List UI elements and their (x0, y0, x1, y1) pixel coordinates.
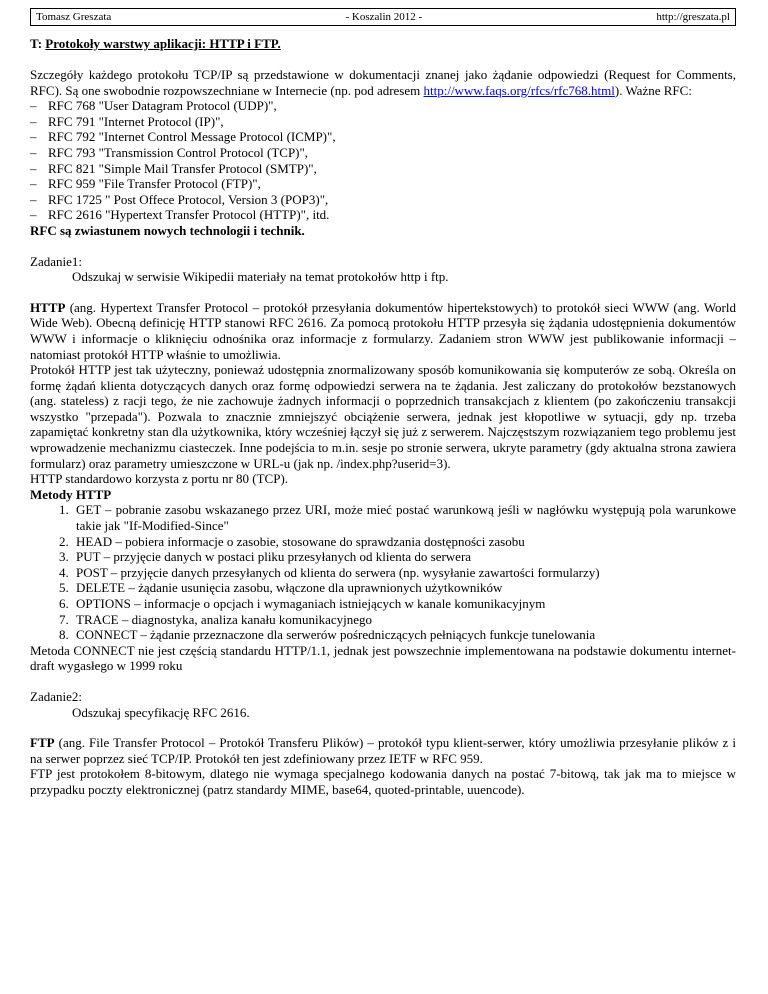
list-item: 8. CONNECT – żądanie przeznaczone dla serwerów pośredniczących pełniących funkcje tunelowania (72, 627, 736, 643)
header-author: Tomasz Greszata (36, 11, 112, 23)
header-website: http://greszata.pl (656, 11, 730, 23)
header-location-year: - Koszalin 2012 - (345, 11, 423, 23)
list-item: – RFC 959 "File Transfer Protocol (FTP)", (30, 176, 736, 192)
title-prefix: T: (30, 36, 46, 51)
document-title (30, 36, 736, 52)
rfc-summary: RFC są zwiastunem nowych technologii i technik. (30, 222, 305, 238)
http-port-line: HTTP standardowo korzysta z portu nr 80 (TCP). (30, 471, 289, 487)
task1-label: Zadanie1: (30, 253, 82, 269)
list-item: – RFC 768 "User Datagram Protocol (UDP)", (30, 98, 736, 114)
http-term: HTTP (30, 299, 66, 315)
list-item: – RFC 793 "Transmission Control Protocol (TCP)", (30, 145, 736, 161)
http-intro-paragraph: HTTP (ang. Hypertext Transfer Protocol – protokół przesyłania dokumentów hipertekstowych) to protokół sieci WWW (ang. World Wide Web). Obecną definicję HTTP stanowi RFC 2616. Za pomocą protokołu HTTP przesyła się żądania udostępnienia dokumentów WWW i informacje o kliknięciu odnośnika oraz informacje z formularzy. Zadaniem stron WWW jest publikowanie informacji – natomiast protokół HTTP właśnie to umożliwia. (30, 299, 736, 362)
task1-text: Odszukaj w serwisie Wikipedii materiały na temat protokołów http i ftp. (72, 269, 449, 285)
http-methods-list (30, 502, 736, 642)
list-item: 3. PUT – przyjęcie danych w postaci pliku przesyłanych od klienta do serwera (72, 549, 736, 565)
http-stateless-paragraph: Protokół HTTP jest tak użyteczny, ponieważ udostępnia znormalizowany sposób komunikowania się komputerów ze sobą. Określa on formę żądań klienta dotyczących danych oraz formę odpowiedzi serwera na te żądania. Jest zaliczany do protokołów bezstanowych (ang. stateless) z racji tego, że nie zachowuje żadnych informacji o poprzednich transakcjach z klientem (po zakończeniu transakcji wszystko "przepada"). Pozwala to znacznie zmniejszyć obciążenie serwera, jednak jest kłopotliwe w sytuacji, gdy np. trzeba zapamiętać konkretny stan dla użytkownika, który wcześniej łączył się już z serwerem. Najczęstszym rozwiązaniem tego problemu jest wprowadzenie mechanizmu ciasteczek. Inne podejścia to m.in. sesje po stronie serwera, ukryte parametry (gdy aktualna strona zawiera formularz) oraz parametry umieszczone w URL-u (jak np. /index.php?userid=3). (30, 362, 736, 471)
task2-label: Zadanie2: (30, 688, 82, 704)
list-item: – RFC 791 "Internet Protocol (IP)", (30, 114, 736, 130)
intro-paragraph: Szczegóły każdego protokołu TCP/IP są przedstawione w dokumentacji znanej jako żądanie odpowiedzi (Request for Comments, RFC). Są one swobodnie rozpowszechniane w Internecie (np. pod adresem http://www.faqs.org/rfcs/rfc768.html). Ważne RFC: (30, 67, 736, 98)
task2-text: Odszukaj specyfikację RFC 2616. (72, 704, 250, 720)
list-item: – RFC 821 "Simple Mail Transfer Protocol (SMTP)", (30, 161, 736, 177)
rfc-link[interactable]: http://www.faqs.org/rfcs/rfc768.html (423, 82, 615, 98)
list-item: 1. GET – pobranie zasobu wskazanego przez URI, może mieć postać warunkową jeśli w nagłówku występują pola warunkowe takie jak "If-Modified-Since" (72, 502, 736, 533)
page-header (30, 8, 736, 26)
list-item: – RFC 2616 "Hypertext Transfer Protocol (HTTP)", itd. (30, 207, 736, 223)
list-item: 4. POST – przyjęcie danych przesyłanych od klienta do serwera (np. wysyłanie zawartości formularzy) (72, 565, 736, 581)
list-item: 7. TRACE – diagnostyka, analiza kanału komunikacyjnego (72, 612, 736, 628)
rfc-list (30, 98, 736, 223)
list-item: 6. OPTIONS – informacje o opcjach i wymaganiach istniejących w kanale komunikacyjnym (72, 596, 736, 612)
list-item: 2. HEAD – pobiera informacje o zasobie, stosowane do sprawdzania dostępności zasobu (72, 534, 736, 550)
title-main: Protokoły warstwy aplikacji: HTTP i FTP. (45, 36, 281, 51)
ftp-term: FTP (30, 735, 55, 751)
http-methods-heading: Metody HTTP (30, 486, 112, 502)
list-item: – RFC 792 "Internet Control Message Protocol (ICMP)", (30, 129, 736, 145)
ftp-8bit-paragraph: FTP jest protokołem 8-bitowym, dlatego nie wymaga specjalnego kodowania danych na postać 7-bitową, tak jak ma to miejsce w przypadku poczty elektronicznej (patrz standardy MIME, base64, quoted-printable, uuencode). (30, 766, 736, 797)
list-item: – RFC 1725 " Post Offece Protocol, Version 3 (POP3)", (30, 192, 736, 208)
list-item: 5. DELETE – żądanie usunięcia zasobu, włączone dla uprawnionych użytkowników (72, 580, 736, 596)
document-page (30, 8, 736, 798)
ftp-intro-paragraph: FTP (ang. File Transfer Protocol – Protokół Transferu Plików) – protokół typu klient-serwer, który umożliwia przesyłanie plików z i na serwer poprzez sieć TCP/IP. Protokół ten jest zdefiniowany przez IETF w RFC 959. (30, 735, 736, 766)
connect-note: Metoda CONNECT nie jest częścią standardu HTTP/1.1, jednak jest powszechnie implementowana na podstawie dokumentu internet-draft wygasłego w 1999 roku (30, 642, 736, 674)
